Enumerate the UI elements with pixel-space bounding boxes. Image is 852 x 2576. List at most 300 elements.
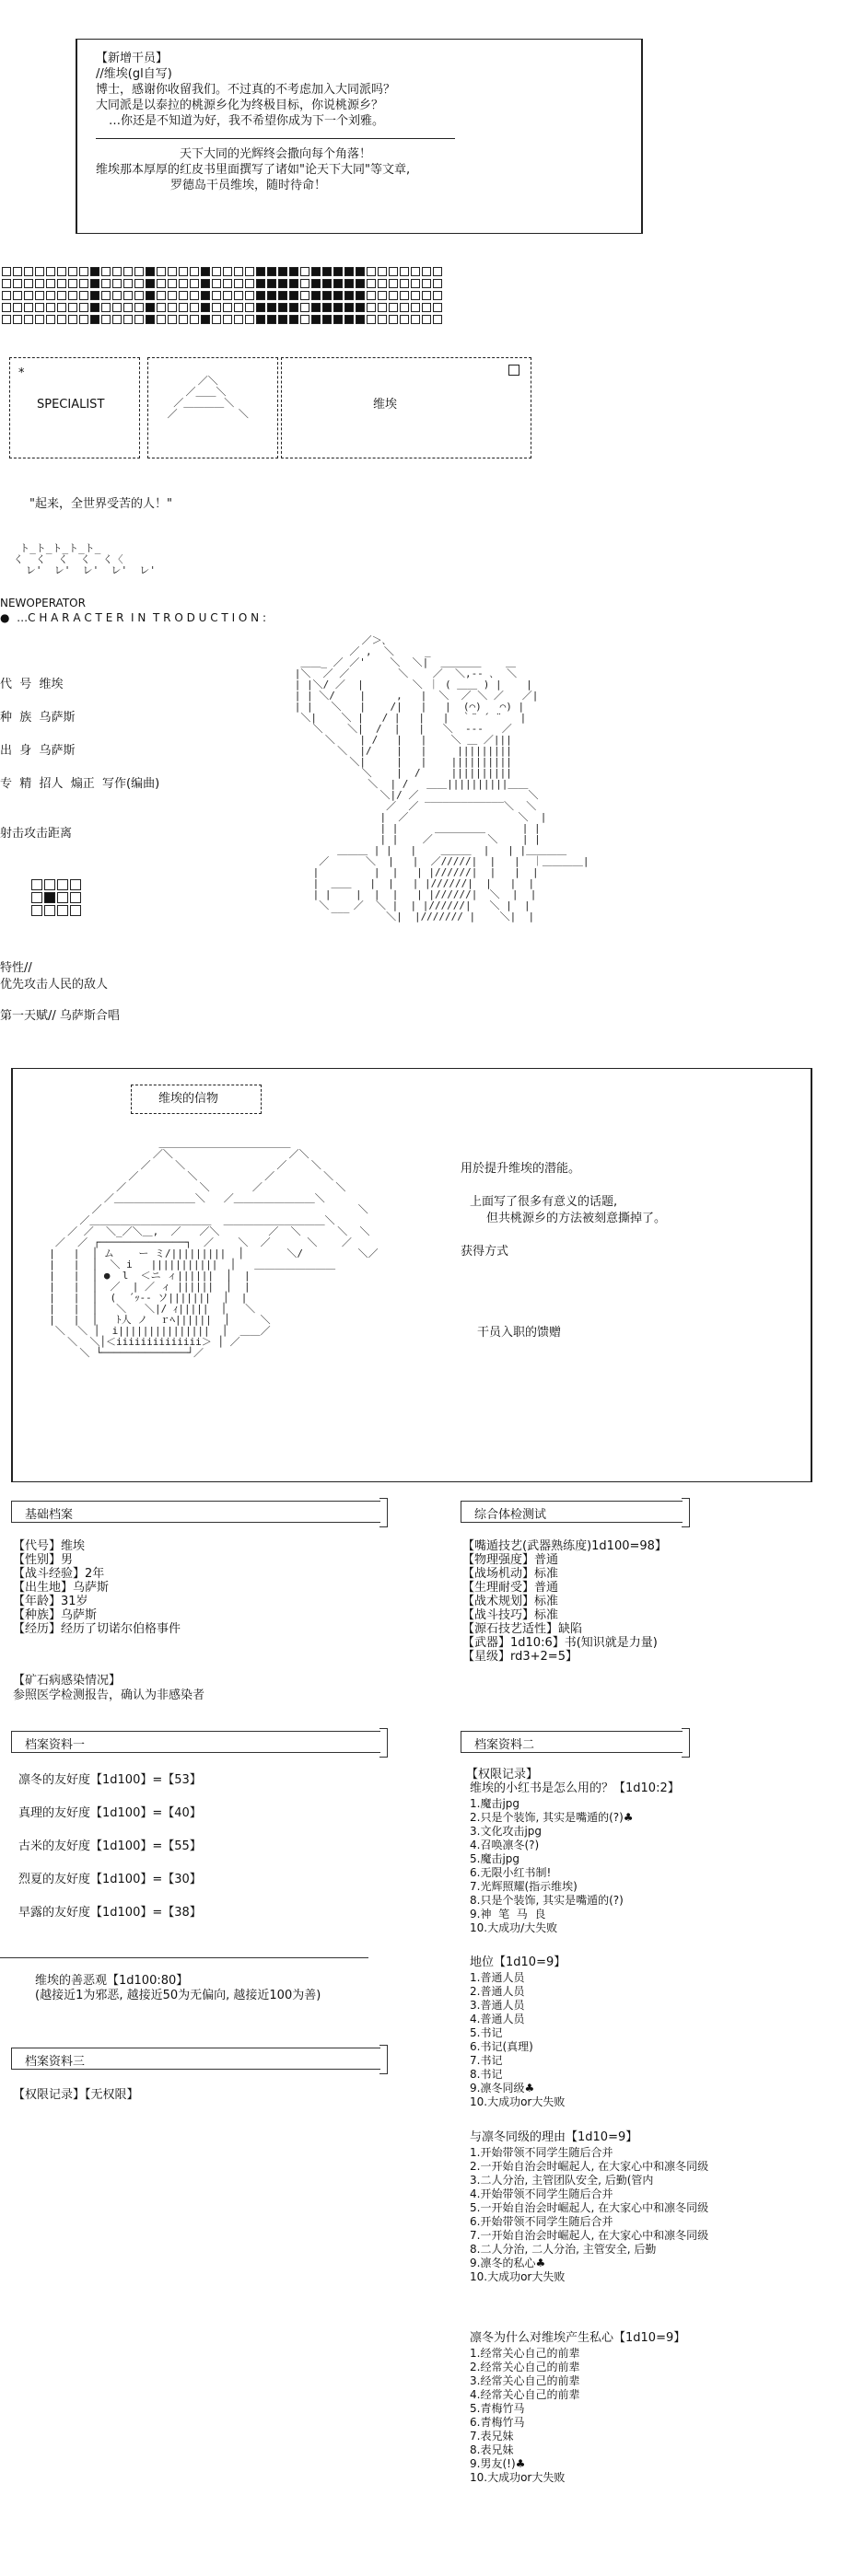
empty-square (68, 303, 77, 312)
rarity-grid (2, 267, 442, 327)
filled-square (201, 279, 210, 288)
file-two-s1-sub: 维埃的小红书是怎么用的？【1d10:2】 (470, 1781, 680, 1795)
empty-square (190, 279, 199, 288)
empty-square (134, 303, 144, 312)
filled-square (311, 267, 321, 276)
empty-square (389, 267, 398, 276)
empty-square (411, 291, 420, 300)
character-intro-label (0, 611, 266, 625)
empty-square (79, 291, 88, 300)
empty-square (389, 291, 398, 300)
empty-square (24, 303, 33, 312)
list-item: 7.一开始自治会时崛起人, 在大家心中和凛冬同级 (470, 2229, 709, 2242)
favor-line-1: 凛冬的友好度【1d100】=【53】 (18, 1773, 202, 1787)
favor-line-3: 古米的友好度【1d100】=【55】 (18, 1839, 202, 1853)
empty-square (223, 279, 232, 288)
good-evil-rule (0, 1957, 368, 1958)
announcement-line-8: 罗德岛干员维埃，随时待命！ (170, 179, 327, 192)
empty-square (157, 279, 166, 288)
range-cell (44, 879, 55, 890)
empty-square (168, 315, 177, 324)
list-item: 9.凛冬的私心♣ (470, 2257, 546, 2269)
profile-talent: 第一天赋// 乌萨斯合唱 (0, 1009, 120, 1023)
list-item: 10.大成功or大失败 (470, 2471, 566, 2484)
empty-square (367, 291, 376, 300)
empty-square (190, 315, 199, 324)
empty-square (2, 279, 11, 288)
filled-square (356, 303, 365, 312)
empty-square (46, 303, 55, 312)
list-item: 8.二人分治, 二人分治, 主管安全, 后勤 (470, 2243, 657, 2256)
filled-square (90, 315, 99, 324)
class-box-name (281, 357, 531, 458)
empty-square (157, 315, 166, 324)
empty-square (300, 279, 309, 288)
empty-square (212, 267, 221, 276)
empty-square (35, 267, 44, 276)
empty-square (422, 291, 431, 300)
list-item: 8.表兄妹 (470, 2443, 514, 2456)
basic-file-line: 【经历】经历了切诺尔伯格事件 (13, 1622, 181, 1636)
empty-square (2, 291, 11, 300)
empty-square (13, 291, 22, 300)
filled-square (322, 315, 332, 324)
range-cell (31, 879, 42, 890)
filled-square (289, 267, 298, 276)
range-self-cell (44, 892, 55, 903)
list-item: 2.一开始自治会时崛起人, 在大家心中和凛冬同级 (470, 2160, 709, 2173)
empty-square (179, 291, 188, 300)
list-item: 3.二人分治, 主管团队安全, 后勤(管内 (470, 2174, 654, 2187)
empty-square (433, 267, 442, 276)
empty-square (112, 291, 122, 300)
empty-square (157, 267, 166, 276)
keepsake-desc-2: 上面写了很多有意义的话题, (470, 1195, 618, 1209)
profile-trait-title: 特性// (0, 961, 32, 975)
empty-square (134, 279, 144, 288)
list-item: 7.表兄妹 (470, 2430, 514, 2443)
empty-square (190, 291, 199, 300)
physical-test-line: 【嘴遁技艺(武器熟练度)1d100=98】 (462, 1539, 667, 1553)
empty-square (245, 291, 254, 300)
list-item: 2.普通人员 (470, 1985, 525, 1998)
empty-square (300, 267, 309, 276)
empty-square (57, 279, 66, 288)
rarity-grid-row (2, 291, 442, 300)
attack-range-grid (31, 879, 81, 918)
basic-file-header-text: 基础档案 (25, 1508, 74, 1522)
keepsake-obtain-value: 干员入职的馈赠 (477, 1326, 562, 1340)
filled-square (344, 303, 354, 312)
list-item: 6.青梅竹马 (470, 2416, 525, 2429)
filled-square (256, 267, 265, 276)
empty-square (300, 315, 309, 324)
empty-square (134, 291, 144, 300)
empty-square (112, 267, 122, 276)
list-item: 4.普通人员 (470, 2013, 525, 2025)
range-cell (44, 905, 55, 916)
empty-square (13, 267, 22, 276)
empty-square (245, 315, 254, 324)
file-two-s3-list (470, 2146, 708, 2284)
file-two-s1-list (470, 1797, 634, 1935)
empty-square (2, 267, 11, 276)
list-item: 1.经常关心自己的前辈 (470, 2347, 580, 2360)
filled-square (201, 303, 210, 312)
basic-file-line: 【战斗经验】2年 (13, 1567, 105, 1581)
range-grid-row (31, 905, 81, 916)
empty-square (433, 315, 442, 324)
filled-square (267, 315, 276, 324)
arrow-ornament: ト_ト_ト_ト_ト_ く く く く く〈 レ' レ' レ' レ' レ' (13, 542, 156, 576)
file-two-header-text: 档案资料二 (474, 1738, 535, 1752)
empty-square (46, 291, 55, 300)
empty-square (411, 267, 420, 276)
list-item: 6.书记(真理) (470, 2040, 533, 2053)
list-item: 8.只是个装饰, 其实是嘴遁的(?) (470, 1894, 624, 1907)
empty-square (168, 279, 177, 288)
file-three-header (11, 2048, 380, 2070)
filled-square (90, 303, 99, 312)
filled-square (278, 303, 287, 312)
empty-square (123, 291, 133, 300)
empty-square (24, 291, 33, 300)
empty-square (212, 291, 221, 300)
empty-square (212, 303, 221, 312)
empty-square (400, 303, 409, 312)
filled-square (311, 279, 321, 288)
filled-square (90, 291, 99, 300)
list-item: 10.大成功or大失败 (470, 2270, 566, 2283)
empty-square (46, 279, 55, 288)
filled-square (146, 303, 155, 312)
list-item: 7.书记 (470, 2054, 503, 2067)
filled-square (256, 303, 265, 312)
empty-square (68, 267, 77, 276)
empty-square (378, 267, 387, 276)
filled-square (289, 279, 298, 288)
new-operator-label: NEWOPERATOR (0, 597, 86, 609)
list-item: 10.大成功or大失败 (470, 2095, 566, 2108)
filled-square (356, 279, 365, 288)
basic-file-header (11, 1501, 380, 1523)
filled-square (267, 267, 276, 276)
announcement-line-2: //维埃(gl自写) (96, 67, 172, 81)
filled-square (201, 267, 210, 276)
filled-square (311, 315, 321, 324)
infection-title: 【矿石病感染情况】 (13, 1674, 122, 1688)
empty-square (123, 267, 133, 276)
empty-square (101, 315, 111, 324)
file-two-s4-list (470, 2347, 579, 2485)
profile-trait-text: 优先攻击人民的敌人 (0, 978, 109, 992)
announcement-divider (96, 138, 455, 139)
profile-skill: 专 精 招人 煽正 写作(编曲) (0, 777, 160, 791)
empty-square (433, 291, 442, 300)
empty-square (2, 303, 11, 312)
range-cell (70, 879, 81, 890)
list-item: 3.文化攻击jpg (470, 1825, 543, 1838)
keepsake-obtain-label: 获得方式 (461, 1245, 509, 1259)
empty-square (300, 291, 309, 300)
empty-square (212, 279, 221, 288)
rarity-grid-row (2, 279, 442, 288)
empty-square (168, 291, 177, 300)
empty-square (223, 303, 232, 312)
basic-file-line: 【年龄】31岁 (13, 1595, 88, 1608)
file-three-header-text: 档案资料三 (25, 2055, 86, 2069)
empty-square (433, 303, 442, 312)
empty-square (134, 267, 144, 276)
empty-square (378, 291, 387, 300)
empty-square (411, 315, 420, 324)
empty-square (57, 291, 66, 300)
empty-square (101, 303, 111, 312)
empty-square (367, 267, 376, 276)
class-star: * (18, 366, 25, 380)
physical-test-line: 【物理强度】普通 (462, 1553, 559, 1567)
file-one-header (11, 1731, 380, 1753)
empty-square (24, 267, 33, 276)
good-evil-line-2: (越接近1为邪恶, 越接近50为无偏向, 越接近100为善) (35, 1989, 321, 2002)
filled-square (146, 291, 155, 300)
quote-text: "起来，全世界受苦的人！" (29, 497, 172, 511)
empty-square (422, 267, 431, 276)
list-item: 8.书记 (470, 2068, 503, 2081)
filled-square (311, 303, 321, 312)
filled-square (146, 279, 155, 288)
basic-file-line: 【出生地】乌萨斯 (13, 1581, 110, 1595)
empty-square (57, 315, 66, 324)
list-item: 9.凛冬同级♣ (470, 2082, 535, 2094)
basic-file-line: 【代号】维埃 (13, 1539, 86, 1553)
empty-square (57, 303, 66, 312)
empty-square (68, 279, 77, 288)
empty-square (68, 291, 77, 300)
filled-square (322, 303, 332, 312)
file-two-s3-title: 与凛冬同级的理由【1d10=9】 (470, 2130, 638, 2144)
empty-square (190, 303, 199, 312)
filled-square (256, 291, 265, 300)
filled-square (333, 267, 343, 276)
filled-square (256, 279, 265, 288)
announcement-line-1: 【新增干员】 (96, 52, 169, 65)
empty-square (35, 291, 44, 300)
list-item: 6.无限小红书制! (470, 1866, 552, 1879)
range-grid-row (31, 892, 81, 903)
announcement-line-3: 博士，感谢你收留我们。不过真的不考虑加入大同派吗？ (96, 83, 396, 97)
empty-square (101, 291, 111, 300)
rarity-grid-row (2, 267, 442, 276)
announcement-line-5: …你还是不知道为好，我不希望你成为下一个刘雅。 (109, 114, 385, 128)
filled-square (311, 291, 321, 300)
empty-square (245, 267, 254, 276)
filled-square (322, 267, 332, 276)
favor-line-5: 早露的友好度【1d100】=【38】 (18, 1906, 202, 1920)
list-item: 7.光辉照耀(指示维埃) (470, 1880, 578, 1893)
filled-square (146, 267, 155, 276)
basic-file-line: 【性别】男 (13, 1553, 74, 1567)
list-item: 5.魔击jpg (470, 1852, 520, 1865)
empty-square (46, 267, 55, 276)
range-cell (57, 879, 68, 890)
filled-square (90, 279, 99, 288)
list-item: 5.书记 (470, 2026, 503, 2039)
filled-square (278, 315, 287, 324)
empty-square (223, 267, 232, 276)
empty-square (245, 279, 254, 288)
list-item: 3.普通人员 (470, 1999, 525, 2012)
empty-square (157, 291, 166, 300)
physical-test-lines (462, 1539, 667, 1664)
empty-square (24, 279, 33, 288)
filled-square (146, 315, 155, 324)
empty-square (411, 303, 420, 312)
file-two-s4-title: 凛冬为什么对维埃产生私心【1d10=9】 (470, 2331, 686, 2345)
empty-square (422, 303, 431, 312)
empty-square (168, 303, 177, 312)
empty-square (367, 303, 376, 312)
list-item: 2.只是个装饰, 其实是嘴遁的(?)♣ (470, 1811, 634, 1824)
filled-square (278, 279, 287, 288)
filled-square (322, 291, 332, 300)
good-evil-line-1: 维埃的善恶观【1d100:80】 (35, 1974, 189, 1988)
keepsake-title: 维埃的信物 (158, 1092, 219, 1106)
list-item: 1.开始带领不同学生随后合并 (470, 2146, 613, 2159)
list-item: 1.魔击jpg (470, 1797, 520, 1810)
file-three-line: 【权限记录】【无权限】 (13, 2088, 139, 2102)
empty-square (400, 291, 409, 300)
profile-race: 种 族 乌萨斯 (0, 711, 76, 725)
empty-square (13, 303, 22, 312)
empty-square (79, 315, 88, 324)
announcement-line-6: 天下大同的光辉终会撒向每个角落！ (180, 147, 372, 161)
filled-square (333, 279, 343, 288)
physical-test-line: 【战斗技巧】标准 (462, 1608, 559, 1622)
empty-square (378, 279, 387, 288)
character-portrait-art: ／＞､ ／ , ＼ _ ＿＿_ ／ ／' ＼ ＼| ＿＿＿＿ ＿ |＼ ／ ／ ＼ ／ ＼,-‐ ､ ＼ | |＼/ ／ | ＼ ｜ ( ＿＿ ) | | | | ＼/ | , | ＼ ／ ＼ ／ ／| | | ＼ | /| | | (⌒) ⌒) | ＼| ＼ | / | | | ｀¨ ´ ¨ | ＼ ＼| / | | ＼ ‐‐‐ ／ ＼ | / | | ＼ ＿ ／||| ＼ |/ | | ||||||||| ＼| | | |||||||||| ＼ | / |||||||||| ＼ | / ＿＿||||||||||＿＿ ＼|/ ／ ＼ ／ ／ ‾‾‾‾‾‾‾‾‾‾‾‾‾＼ ＼ | ／ ＼ | | | ＿＿＿＿＿ | | | | ／ ＼ | | ＿＿＿ | | | ＿＿＿ | | |＿＿＿＿ ／ ＼ | | ／/////| | | ｜＿＿＿＿| | | | | |//////| | | | | ＿＿ | | | |//////| | | | | | | | | | |//////| ＼ | | ＼ ／ ＼ | | |//////| ＼ | | ‾‾‾ ＼| |/////// | ＼| | (294, 634, 589, 922)
empty-square (223, 291, 232, 300)
filled-square (344, 267, 354, 276)
empty-square (134, 315, 144, 324)
file-two-header (461, 1731, 683, 1753)
list-item: 9.神 笔 马 良 (470, 1908, 546, 1920)
empty-square (422, 279, 431, 288)
file-two-s2-title: 地位【1d10=9】 (470, 1955, 566, 1969)
filled-square (289, 303, 298, 312)
favor-line-2: 真理的友好度【1d100】=【40】 (18, 1806, 202, 1820)
keepsake-desc-1: 用於提升维埃的潜能。 (461, 1162, 581, 1176)
filled-square (278, 267, 287, 276)
physical-test-line: 【生理耐受】普通 (462, 1581, 559, 1595)
list-item: 4.开始带领不同学生随后合并 (470, 2187, 613, 2200)
empty-square (389, 315, 398, 324)
empty-square (234, 267, 243, 276)
empty-square (101, 267, 111, 276)
range-grid-row (31, 879, 81, 890)
empty-square (57, 267, 66, 276)
filled-square (201, 315, 210, 324)
announcement-line-7: 维埃那本厚厚的红皮书里面撰写了诸如"论天下大同"等文章, (96, 163, 411, 177)
empty-square (79, 303, 88, 312)
empty-square (422, 315, 431, 324)
basic-file-lines (13, 1539, 181, 1636)
empty-square (35, 315, 44, 324)
empty-square (123, 279, 133, 288)
infection-text: 参照医学检测报告，确认为非感染者 (13, 1688, 205, 1702)
list-item: 4.经常关心自己的前辈 (470, 2388, 580, 2401)
filled-square (289, 315, 298, 324)
physical-test-header-text: 综合体检测试 (474, 1508, 547, 1522)
range-cell (70, 892, 81, 903)
empty-square (400, 279, 409, 288)
empty-square (112, 279, 122, 288)
empty-square (112, 315, 122, 324)
empty-square (400, 315, 409, 324)
empty-square (24, 315, 33, 324)
list-item: 9.男友(!)♣ (470, 2457, 526, 2470)
empty-square (79, 279, 88, 288)
empty-square (389, 279, 398, 288)
empty-square (389, 303, 398, 312)
empty-square (79, 267, 88, 276)
empty-square (112, 303, 122, 312)
character-intro-text: …C H A R A C T E R I N T R O D U C T I O N : (17, 611, 267, 624)
physical-test-line: 【战术规划】标准 (462, 1595, 559, 1608)
physical-test-line: 【战场机动】标准 (462, 1567, 559, 1581)
keepsake-desc-3: 但共桃源乡的方法被刻意撕掉了。 (486, 1212, 667, 1225)
empty-square (101, 279, 111, 288)
empty-square (234, 291, 243, 300)
list-item: 6.开始带领不同学生随后合并 (470, 2215, 613, 2228)
empty-square (378, 315, 387, 324)
filled-square (356, 267, 365, 276)
filled-square (267, 303, 276, 312)
file-two-s1-title: 【权限记录】 (466, 1768, 539, 1781)
range-cell (70, 905, 81, 916)
empty-square (2, 315, 11, 324)
filled-square (344, 279, 354, 288)
empty-square (190, 267, 199, 276)
profile-origin: 出 身 乌萨斯 (0, 744, 76, 758)
empty-square (433, 279, 442, 288)
file-two-s2-list (470, 1971, 565, 2109)
class-name-label: 维埃 (373, 398, 398, 412)
empty-square (123, 315, 133, 324)
empty-square (68, 315, 77, 324)
rarity-grid-row (2, 315, 442, 324)
list-item: 4.召唤凛冬(?) (470, 1839, 540, 1851)
empty-square (123, 303, 133, 312)
empty-square (13, 315, 22, 324)
announcement-line-4: 大同派是以泰拉的桃源乡化为终极目标，你说桃源乡？ (96, 99, 384, 112)
filled-square (256, 315, 265, 324)
profile-code: 代 号 维埃 (0, 678, 64, 691)
list-item: 1.普通人员 (470, 1971, 525, 1984)
basic-file-line: 【种族】乌萨斯 (13, 1608, 98, 1622)
empty-square (367, 279, 376, 288)
rarity-grid-row (2, 303, 442, 312)
empty-square (46, 315, 55, 324)
filled-square (289, 291, 298, 300)
class-specialist-label: SPECIALIST (37, 398, 105, 412)
filled-square (278, 291, 287, 300)
filled-square (267, 291, 276, 300)
empty-square (300, 303, 309, 312)
bullet-icon: ● (0, 611, 10, 624)
filled-square (333, 291, 343, 300)
empty-square (378, 303, 387, 312)
